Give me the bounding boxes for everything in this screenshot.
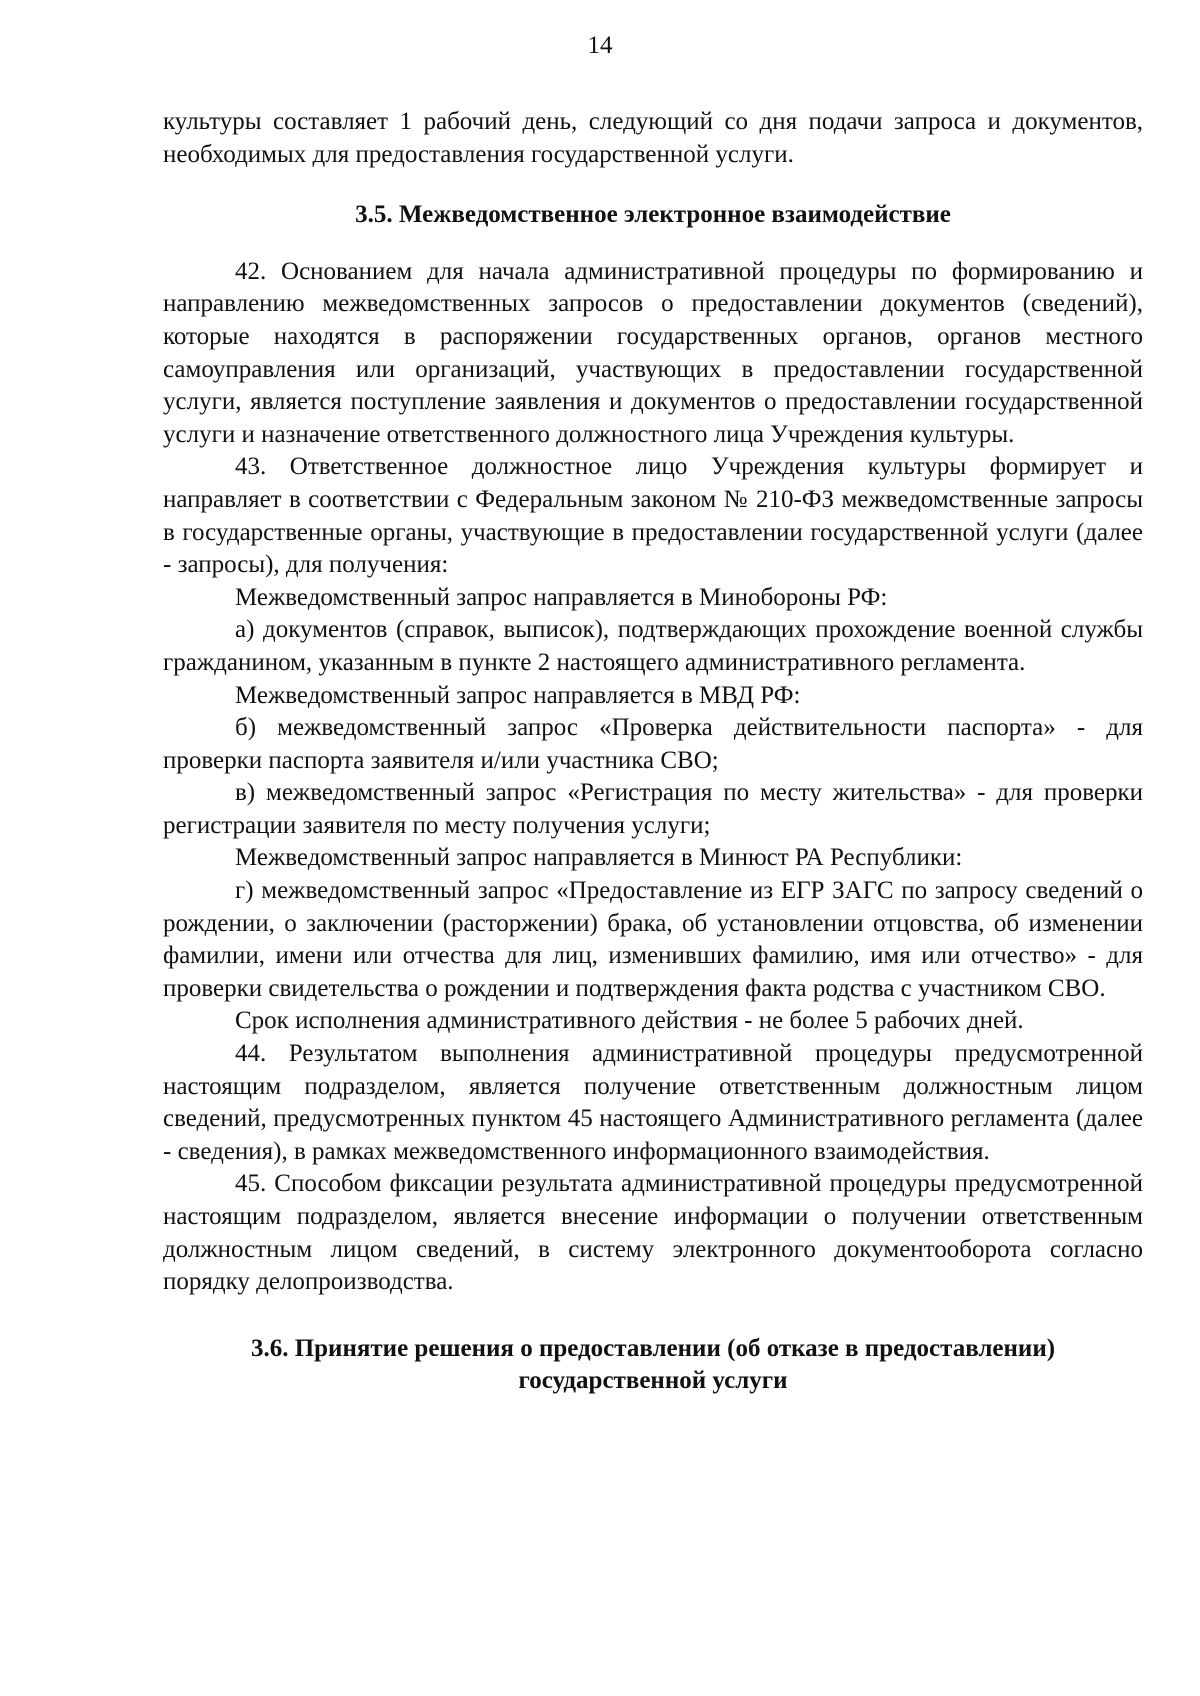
page-number: 14 — [587, 32, 613, 59]
item-a: а) документов (справок, выписок), подтверждающих прохождение военной службы гражданином, указанным в пункте 2 настоящего административного регламента. — [163, 616, 1143, 676]
section-3-6-heading-line2: государственной услуги — [518, 1367, 788, 1395]
minoborony-request-header: Межведомственный запрос направляется в Минобороны РФ: — [235, 583, 888, 611]
paragraph-45: 45. Способом фиксации результата административной процедуры предусмотренной настоящим подразделом, является внесение информации о получении ответственным должностным лицом сведений, в систему электронного документооборота согласно порядку делопроизводства. — [163, 1170, 1143, 1296]
paragraph-42: 42. Основанием для начала административной процедуры по формированию и направлению межведомственных запросов о предоставлении документов (сведений), которые находятся в распоряжении государственных органов, органов местного самоуправления или организаций, участвующих в предоставлении государственной услуги, является поступление заявления и документов о предоставлении государственной услуги и назначение ответственного должностного лица Учреждения культуры. — [163, 257, 1143, 448]
section-3-6-heading-line1: 3.6. Принятие решения о предоставлении (об отказе в предоставлении) — [250, 1334, 1056, 1362]
mvd-request-header: Межведомственный запрос направляется в МВД РФ: — [235, 681, 801, 709]
intro-paragraph: культуры составляет 1 рабочий день, следующий со дня подачи запроса и документов, необходимых для предоставления государственной услуги. — [163, 108, 1143, 168]
deadline-paragraph: Срок исполнения административного действия - не более 5 рабочих дней. — [235, 1007, 1024, 1035]
minjust-request-header: Межведомственный запрос направляется в Минюст РА Республики: — [235, 844, 963, 872]
section-3-5-heading: 3.5. Межведомственное электронное взаимодействие — [355, 201, 951, 229]
item-b: б) межведомственный запрос «Проверка действительности паспорта» - для проверки паспорта заявителя и/или участника СВО; — [163, 714, 1143, 774]
item-v: в) межведомственный запрос «Регистрация по месту жительства» - для проверки регистрации заявителя по месту получения услуги; — [163, 779, 1143, 839]
paragraph-44: 44. Результатом выполнения административной процедуры предусмотренной настоящим подразделом, является получение ответственным должностным лицом сведений, предусмотренных пунктом 45 настоящего Административного регламента (далее - сведения), в рамках межведомственного информационного взаимодействия. — [163, 1040, 1143, 1165]
item-g: г) межведомственный запрос «Предоставление из ЕГР ЗАГС по запросу сведений о рождении, о заключении (расторжении) брака, об установлении отцовства, об изменении фамилии, имени или отчества для лиц, изменивших фамилию, имя или отчество» - для проверки свидетельства о рождении и подтверждения факта родства с участником СВО. — [163, 877, 1143, 1002]
paragraph-43: 43. Ответственное должностное лицо Учреждения культуры формирует и направляет в соответствии с Федеральным законом № 210-ФЗ межведомственные запросы в государственные органы, участвующие в предоставлении государственной услуги (далее - запросы), для получения: — [163, 453, 1143, 579]
document-body — [163, 106, 1143, 1398]
